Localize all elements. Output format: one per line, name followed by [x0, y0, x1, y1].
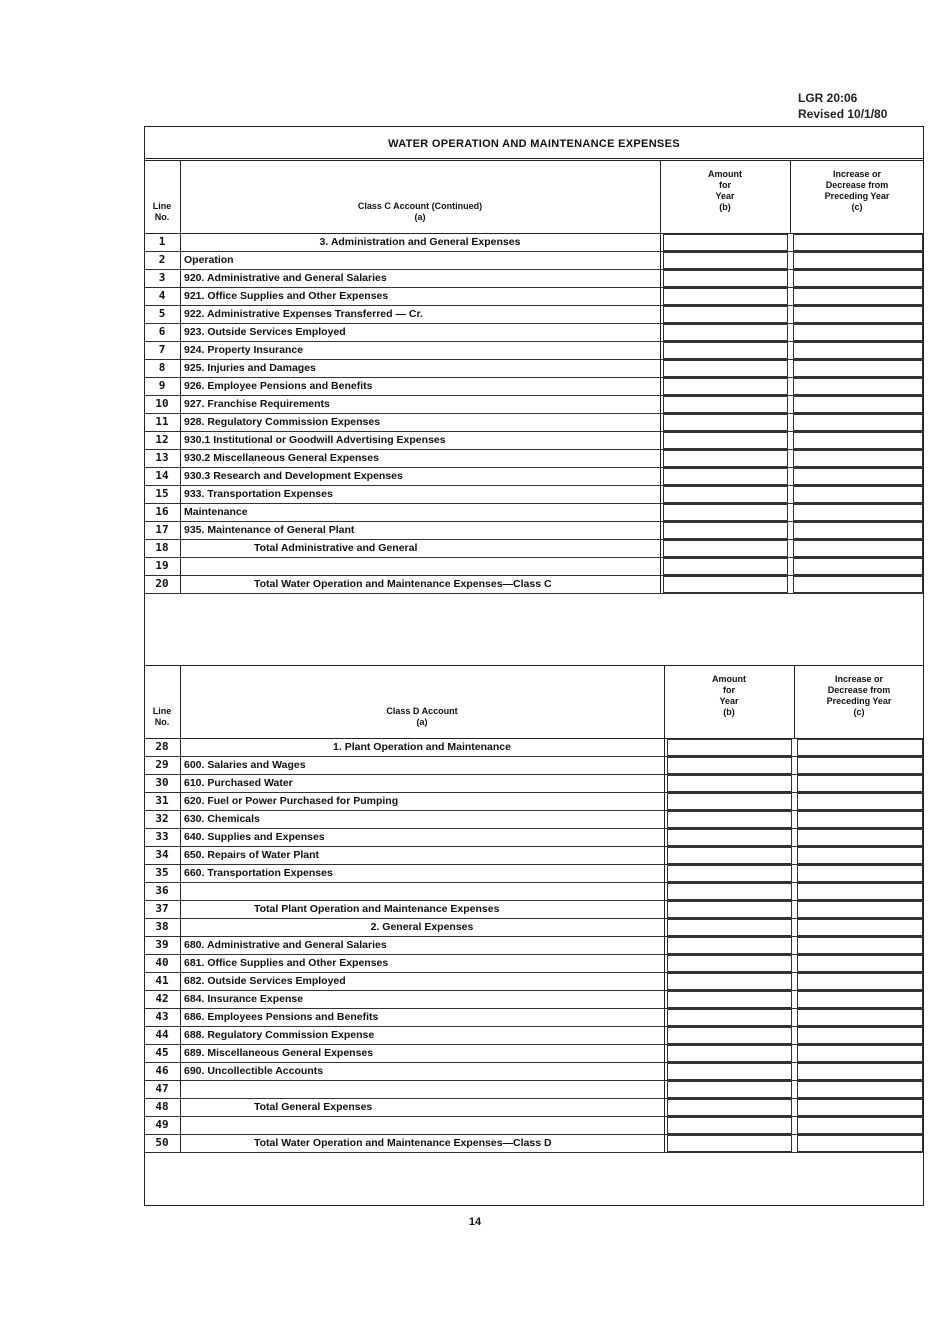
table-row [144, 954, 924, 973]
change-field[interactable] [797, 1063, 923, 1080]
table-row [144, 413, 924, 432]
change-field[interactable] [797, 991, 923, 1008]
line-number: 31 [155, 794, 169, 807]
account-label: 927. Franchise Requirements [184, 398, 330, 410]
table-row [144, 287, 924, 306]
amount-field[interactable] [663, 486, 788, 503]
amount-field[interactable] [667, 955, 792, 972]
section-heading: 2. General Expenses [370, 921, 474, 933]
line-number: 1 [158, 235, 166, 248]
title-divider [144, 158, 924, 159]
account-label: 921. Office Supplies and Other Expenses [184, 290, 389, 302]
line-number: 45 [155, 1046, 169, 1059]
change-field[interactable] [793, 576, 923, 593]
account-label: 630. Chemicals [184, 813, 260, 825]
line-number: 37 [155, 902, 169, 915]
change-field[interactable] [797, 1099, 923, 1116]
table-row [144, 990, 924, 1009]
account-label: 930.3 Research and Development Expenses [184, 470, 403, 482]
account-label: 922. Administrative Expenses Transferred — Cr. [184, 308, 423, 320]
table-row [144, 1044, 924, 1063]
total-label: Total General Expenses [254, 1101, 373, 1113]
change-field[interactable] [793, 432, 923, 449]
page-title: WATER OPERATION AND MAINTENANCE EXPENSES [388, 138, 680, 150]
amount-field[interactable] [667, 901, 792, 918]
change-field[interactable] [797, 1081, 923, 1098]
account-label: 690. Uncollectible Accounts [184, 1065, 324, 1077]
table-row [144, 918, 924, 937]
amount-field[interactable] [667, 937, 792, 954]
account-label: Maintenance [184, 506, 248, 518]
account-label: 689. Miscellaneous General Expenses [184, 1047, 374, 1059]
table-row [144, 738, 924, 757]
line-number: 10 [155, 397, 169, 410]
amount-field[interactable] [663, 306, 788, 323]
section-heading: 1. Plant Operation and Maintenance [333, 741, 511, 753]
table-row [144, 251, 924, 270]
change-field[interactable] [797, 901, 923, 918]
amount-field[interactable] [667, 829, 792, 846]
account-label: 928. Regulatory Commission Expenses [184, 416, 381, 428]
revision-date: Revised 10/1/80 [798, 107, 888, 121]
line-number: 15 [155, 487, 169, 500]
line-number: 43 [155, 1010, 169, 1023]
line-number: 30 [155, 776, 169, 789]
amount-field[interactable] [663, 540, 788, 557]
account-label: 620. Fuel or Power Purchased for Pumping [184, 795, 399, 807]
line-number: 9 [158, 379, 166, 392]
total-label: Total Water Operation and Maintenance Expenses—Class D [254, 1137, 552, 1149]
table-row [144, 323, 924, 342]
change-field[interactable] [793, 504, 923, 521]
table-row [144, 972, 924, 991]
account-label: 684. Insurance Expense [184, 993, 304, 1005]
amount-field[interactable] [667, 757, 792, 774]
table-row [144, 449, 924, 468]
table-row [144, 341, 924, 360]
amount-field[interactable] [667, 847, 792, 864]
account-label: 610. Purchased Water [184, 777, 293, 789]
amount-field[interactable] [663, 270, 788, 287]
line-number: 17 [155, 523, 169, 536]
table-row [144, 864, 924, 883]
amount-field[interactable] [667, 1027, 792, 1044]
total-label: Total Plant Operation and Maintenance Expenses [254, 903, 500, 915]
line-number: 41 [155, 974, 169, 987]
account-label: 680. Administrative and General Salaries [184, 939, 387, 951]
amount-field[interactable] [663, 324, 788, 341]
amount-field[interactable] [667, 865, 792, 882]
account-label: 660. Transportation Expenses [184, 867, 333, 879]
column-amount: Amount for Year (b) [708, 169, 742, 212]
change-field[interactable] [797, 973, 923, 990]
form-reference [798, 90, 887, 122]
table-row [144, 1026, 924, 1045]
amount-field[interactable] [667, 883, 792, 900]
change-field[interactable] [793, 486, 923, 503]
change-field[interactable] [797, 1045, 923, 1062]
line-number: 4 [158, 289, 166, 302]
change-field[interactable] [793, 468, 923, 485]
line-number: 46 [155, 1064, 169, 1077]
change-field[interactable] [797, 955, 923, 972]
line-number: 11 [155, 415, 169, 428]
line-number: 34 [155, 848, 169, 861]
line-number: 39 [155, 938, 169, 951]
table-row [144, 1116, 924, 1135]
amount-field[interactable] [667, 919, 792, 936]
change-field[interactable] [793, 396, 923, 413]
section-c-header [144, 160, 924, 234]
column-divider [664, 738, 665, 1152]
section-heading: 3. Administration and General Expenses [319, 236, 521, 248]
amount-field[interactable] [663, 342, 788, 359]
line-number: 28 [155, 740, 169, 753]
change-field[interactable] [793, 270, 923, 287]
line-number: 36 [155, 884, 169, 897]
table-row [144, 395, 924, 414]
line-number: 18 [155, 541, 169, 554]
change-field[interactable] [797, 1027, 923, 1044]
table-row [144, 1062, 924, 1081]
column-account: Class D Account (a) [386, 706, 458, 727]
amount-field[interactable] [667, 1063, 792, 1080]
line-number: 5 [158, 307, 166, 320]
change-field[interactable] [797, 865, 923, 882]
change-field[interactable] [793, 306, 923, 323]
amount-field[interactable] [663, 288, 788, 305]
table-row [144, 503, 924, 522]
table-row [144, 539, 924, 558]
amount-field[interactable] [667, 739, 792, 756]
change-field[interactable] [793, 558, 923, 575]
amount-field[interactable] [663, 468, 788, 485]
change-field[interactable] [797, 793, 923, 810]
table-row [144, 1080, 924, 1099]
total-label: Total Water Operation and Maintenance Expenses—Class C [254, 578, 552, 590]
amount-field[interactable] [663, 234, 788, 251]
amount-field[interactable] [663, 576, 788, 593]
amount-field[interactable] [663, 450, 788, 467]
line-number: 16 [155, 505, 169, 518]
table-row [144, 828, 924, 847]
change-field[interactable] [797, 847, 923, 864]
amount-field[interactable] [663, 432, 788, 449]
table-row [144, 269, 924, 288]
table-row [144, 774, 924, 793]
amount-field[interactable] [667, 1081, 792, 1098]
change-field[interactable] [797, 883, 923, 900]
change-field[interactable] [797, 811, 923, 828]
section-d-header [144, 665, 924, 739]
amount-field[interactable] [667, 1009, 792, 1026]
table-row [144, 521, 924, 540]
column-change: Increase or Decrease from Preceding Year (c) [824, 169, 890, 212]
line-number: 44 [155, 1028, 169, 1041]
account-label: 681. Office Supplies and Other Expenses [184, 957, 389, 969]
amount-field[interactable] [663, 414, 788, 431]
column-line-no: Line No. [152, 201, 172, 222]
change-field[interactable] [793, 324, 923, 341]
change-field[interactable] [797, 919, 923, 936]
column-change: Increase or Decrease from Preceding Year (c) [826, 674, 892, 717]
table-row [144, 882, 924, 901]
change-field[interactable] [793, 414, 923, 431]
line-number: 3 [158, 271, 166, 284]
amount-field[interactable] [663, 360, 788, 377]
line-number: 50 [155, 1136, 169, 1149]
line-number: 6 [158, 325, 166, 338]
change-field[interactable] [793, 378, 923, 395]
amount-field[interactable] [667, 991, 792, 1008]
change-field[interactable] [797, 937, 923, 954]
account-label: 925. Injuries and Damages [184, 362, 316, 374]
line-number: 20 [155, 577, 169, 590]
line-number: 49 [155, 1118, 169, 1131]
change-field[interactable] [793, 288, 923, 305]
table-row [144, 233, 924, 252]
account-label: 924. Property Insurance [184, 344, 304, 356]
account-label: 923. Outside Services Employed [184, 326, 346, 338]
table-row [144, 936, 924, 955]
line-number: 29 [155, 758, 169, 771]
account-label: 935. Maintenance of General Plant [184, 524, 355, 536]
change-field[interactable] [793, 234, 923, 251]
table-row [144, 1008, 924, 1027]
account-label: 650. Repairs of Water Plant [184, 849, 319, 861]
amount-field[interactable] [663, 378, 788, 395]
change-field[interactable] [797, 1117, 923, 1134]
change-field[interactable] [793, 252, 923, 269]
column-divider [180, 738, 181, 1152]
amount-field[interactable] [667, 1045, 792, 1062]
table-row [144, 756, 924, 775]
table-row [144, 485, 924, 504]
amount-field[interactable] [667, 775, 792, 792]
account-label: 640. Supplies and Expenses [184, 831, 325, 843]
change-field[interactable] [797, 757, 923, 774]
line-number: 38 [155, 920, 169, 933]
line-number: 35 [155, 866, 169, 879]
table-row [144, 467, 924, 486]
account-label: 930.1 Institutional or Goodwill Advertising Expenses [184, 434, 446, 446]
account-label: 920. Administrative and General Salaries [184, 272, 387, 284]
page-number: 14 [468, 1216, 482, 1228]
table-row [144, 431, 924, 450]
table-row [144, 792, 924, 811]
line-number: 48 [155, 1100, 169, 1113]
line-number: 47 [155, 1082, 169, 1095]
column-divider [180, 233, 181, 593]
amount-field[interactable] [663, 504, 788, 521]
amount-field[interactable] [667, 811, 792, 828]
change-field[interactable] [793, 360, 923, 377]
line-number: 42 [155, 992, 169, 1005]
column-account: Class C Account (Continued) (a) [357, 201, 483, 222]
amount-field[interactable] [663, 252, 788, 269]
line-number: 32 [155, 812, 169, 825]
line-number: 40 [155, 956, 169, 969]
line-number: 33 [155, 830, 169, 843]
account-label: 933. Transportation Expenses [184, 488, 333, 500]
table-row [144, 1098, 924, 1117]
amount-field[interactable] [667, 1099, 792, 1116]
line-number: 7 [158, 343, 166, 356]
table-row [144, 846, 924, 865]
form-number: LGR 20:06 [798, 91, 858, 105]
amount-field[interactable] [667, 1117, 792, 1134]
line-number: 13 [155, 451, 169, 464]
change-field[interactable] [797, 775, 923, 792]
table-row [144, 305, 924, 324]
line-number: 12 [155, 433, 169, 446]
change-field[interactable] [793, 540, 923, 557]
total-label: Total Administrative and General [254, 542, 418, 554]
account-label: Operation [184, 254, 234, 266]
account-label: 930.2 Miscellaneous General Expenses [184, 452, 379, 464]
table-row [144, 557, 924, 576]
table-row [144, 900, 924, 919]
change-field[interactable] [793, 342, 923, 359]
change-field[interactable] [797, 739, 923, 756]
column-divider [660, 233, 661, 593]
line-number: 8 [158, 361, 166, 374]
account-label: 926. Employee Pensions and Benefits [184, 380, 373, 392]
amount-field[interactable] [667, 793, 792, 810]
change-field[interactable] [793, 522, 923, 539]
table-row [144, 575, 924, 594]
line-number: 14 [155, 469, 169, 482]
amount-field[interactable] [663, 396, 788, 413]
change-field[interactable] [797, 829, 923, 846]
amount-field[interactable] [663, 558, 788, 575]
account-label: 686. Employees Pensions and Benefits [184, 1011, 379, 1023]
table-row [144, 377, 924, 396]
column-amount: Amount for Year (b) [712, 674, 746, 717]
change-field[interactable] [793, 450, 923, 467]
table-row [144, 810, 924, 829]
amount-field[interactable] [663, 522, 788, 539]
bottom-blank-area [144, 1150, 924, 1206]
amount-field[interactable] [667, 973, 792, 990]
table-row [144, 359, 924, 378]
line-number: 19 [155, 559, 169, 572]
account-label: 600. Salaries and Wages [184, 759, 306, 771]
account-label: 688. Regulatory Commission Expense [184, 1029, 375, 1041]
line-number: 2 [158, 253, 166, 266]
change-field[interactable] [797, 1009, 923, 1026]
column-line-no: Line No. [152, 706, 172, 727]
account-label: 682. Outside Services Employed [184, 975, 346, 987]
